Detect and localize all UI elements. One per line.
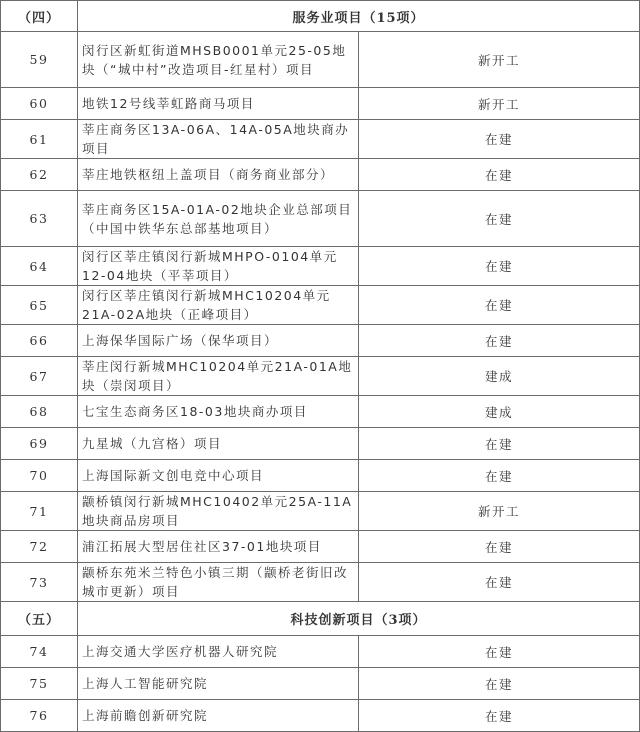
row-number: 69 bbox=[1, 428, 78, 460]
project-name: 莘庄闵行新城MHC10204单元21A-01A地块（崇闵项目） bbox=[78, 357, 359, 396]
project-name: 闵行区莘庄镇闵行新城MHC10204单元21A-02A地块（正峰项目） bbox=[78, 286, 359, 325]
project-status: 在建 bbox=[359, 159, 640, 191]
section-number: （四） bbox=[1, 1, 78, 32]
row-number: 60 bbox=[1, 88, 78, 120]
project-name: 莘庄商务区13A-06A、14A-05A地块商办项目 bbox=[78, 120, 359, 159]
row-number: 75 bbox=[1, 668, 78, 700]
project-status: 建成 bbox=[359, 357, 640, 396]
project-status: 在建 bbox=[359, 191, 640, 247]
row-number: 71 bbox=[1, 492, 78, 531]
row-number: 73 bbox=[1, 563, 78, 602]
table-row bbox=[1, 247, 640, 286]
project-status: 建成 bbox=[359, 396, 640, 428]
project-name: 上海国际新文创电竞中心项目 bbox=[78, 460, 359, 492]
project-name: 上海前瞻创新研究院 bbox=[78, 700, 359, 732]
project-status: 在建 bbox=[359, 120, 640, 159]
project-status: 在建 bbox=[359, 636, 640, 668]
project-name: 闵行区莘庄镇闵行新城MHPO-0104单元12-04地块（平莘项目） bbox=[78, 247, 359, 286]
project-name: 上海交通大学医疗机器人研究院 bbox=[78, 636, 359, 668]
table-row bbox=[1, 636, 640, 668]
section-header-row bbox=[1, 602, 640, 636]
project-name: 莘庄商务区15A-01A-02地块企业总部项目（中国中铁华东总部基地项目） bbox=[78, 191, 359, 247]
table-row bbox=[1, 32, 640, 88]
table-row bbox=[1, 531, 640, 563]
project-name: 上海保华国际广场（保华项目） bbox=[78, 325, 359, 357]
table-row bbox=[1, 700, 640, 732]
project-status: 在建 bbox=[359, 460, 640, 492]
project-name: 九星城（九宫格）项目 bbox=[78, 428, 359, 460]
table-row bbox=[1, 88, 640, 120]
row-number: 65 bbox=[1, 286, 78, 325]
table-row bbox=[1, 325, 640, 357]
row-number: 70 bbox=[1, 460, 78, 492]
section-title: 服务业项目（15项） bbox=[78, 1, 640, 32]
table-row bbox=[1, 191, 640, 247]
table-row bbox=[1, 159, 640, 191]
row-number: 66 bbox=[1, 325, 78, 357]
project-status: 在建 bbox=[359, 531, 640, 563]
row-number: 72 bbox=[1, 531, 78, 563]
project-name: 地铁12号线莘虹路商马项目 bbox=[78, 88, 359, 120]
table-row bbox=[1, 668, 640, 700]
project-name: 颛桥镇闵行新城MHC10402单元25A-11A地块商品房项目 bbox=[78, 492, 359, 531]
table-row bbox=[1, 396, 640, 428]
project-status: 在建 bbox=[359, 325, 640, 357]
table-row bbox=[1, 460, 640, 492]
project-status: 新开工 bbox=[359, 492, 640, 531]
table-row bbox=[1, 492, 640, 531]
project-name: 莘庄地铁枢纽上盖项目（商务商业部分） bbox=[78, 159, 359, 191]
project-name: 上海人工智能研究院 bbox=[78, 668, 359, 700]
project-status: 新开工 bbox=[359, 32, 640, 88]
row-number: 63 bbox=[1, 191, 78, 247]
project-name: 浦江拓展大型居住社区37-01地块项目 bbox=[78, 531, 359, 563]
row-number: 76 bbox=[1, 700, 78, 732]
table-row bbox=[1, 563, 640, 602]
row-number: 61 bbox=[1, 120, 78, 159]
row-number: 67 bbox=[1, 357, 78, 396]
row-number: 64 bbox=[1, 247, 78, 286]
table-row bbox=[1, 120, 640, 159]
row-number: 62 bbox=[1, 159, 78, 191]
project-name: 七宝生态商务区18-03地块商办项目 bbox=[78, 396, 359, 428]
project-status: 在建 bbox=[359, 563, 640, 602]
project-status: 在建 bbox=[359, 668, 640, 700]
row-number: 68 bbox=[1, 396, 78, 428]
row-number: 74 bbox=[1, 636, 78, 668]
project-name: 闵行区新虹街道MHSB0001单元25-05地块（“城中村”改造项目-红星村）项目 bbox=[78, 32, 359, 88]
section-header-row bbox=[1, 1, 640, 32]
table-row bbox=[1, 428, 640, 460]
project-status: 在建 bbox=[359, 247, 640, 286]
section-number: （五） bbox=[1, 602, 78, 636]
project-name: 颛桥东苑米兰特色小镇三期（颛桥老街旧改城市更新）项目 bbox=[78, 563, 359, 602]
project-status: 在建 bbox=[359, 286, 640, 325]
project-status: 新开工 bbox=[359, 88, 640, 120]
table-row bbox=[1, 286, 640, 325]
project-status: 在建 bbox=[359, 700, 640, 732]
section-title: 科技创新项目（3项） bbox=[78, 602, 640, 636]
project-status: 在建 bbox=[359, 428, 640, 460]
table-row bbox=[1, 357, 640, 396]
row-number: 59 bbox=[1, 32, 78, 88]
